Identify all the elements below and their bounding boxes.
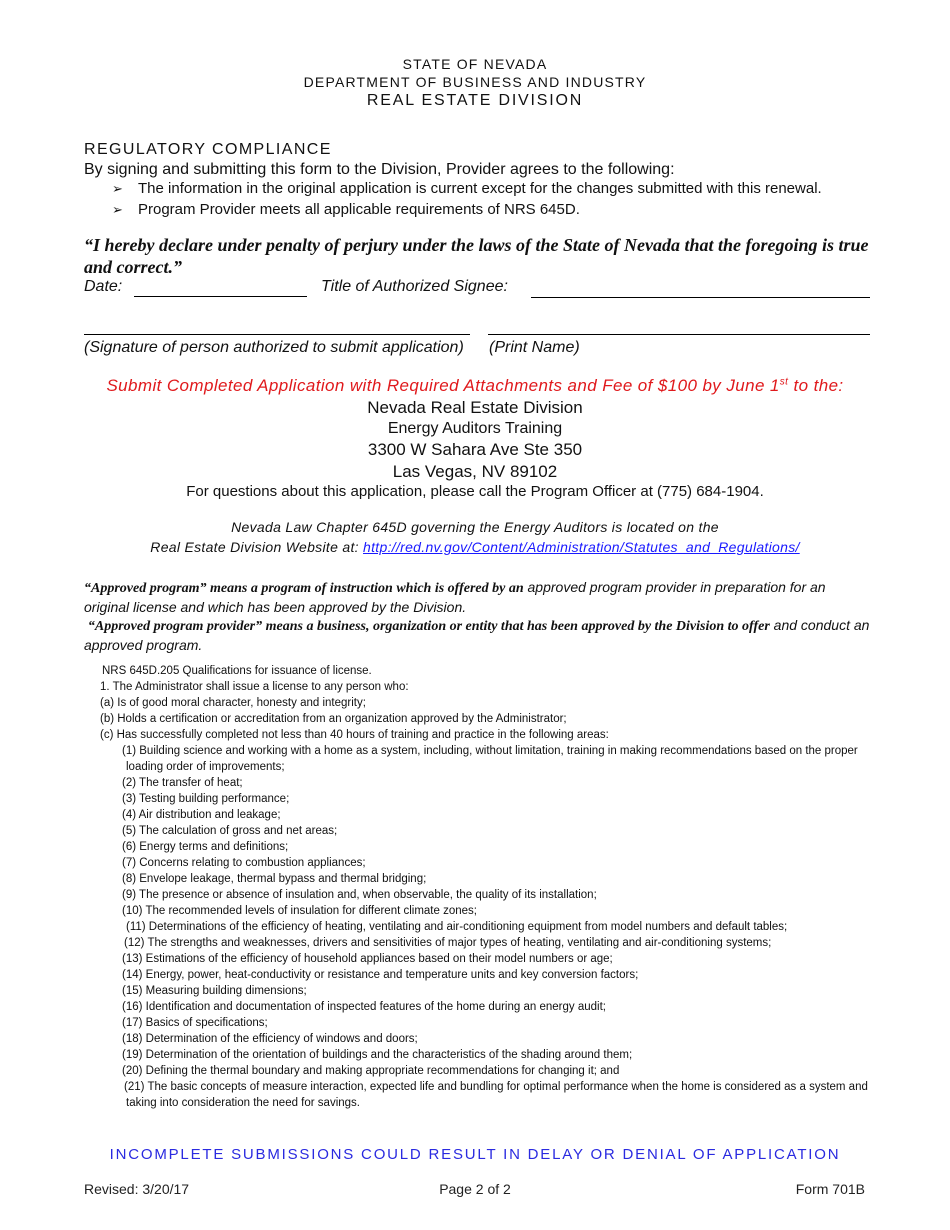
arrow-bullet-icon: ➢ <box>112 202 123 217</box>
arrow-bullet-icon: ➢ <box>112 181 123 196</box>
date-label: Date: <box>84 278 123 295</box>
nrs-area: (5) The calculation of gross and net areas; <box>122 825 338 837</box>
questions-note: For questions about this application, please call the Program Officer at (775) 684-1904. <box>186 483 764 500</box>
nrs-area: (15) Measuring building dimensions; <box>122 985 307 997</box>
nrs-area: (19) Determination of the orientation of buildings and the characteristics of the shading around them; <box>122 1049 633 1061</box>
nrs-area: (13) Estimations of the efficiency of household appliances based on their model numbers or age; <box>122 953 613 965</box>
submission-instruction-text: Submit Completed Application with Required Attachments and Fee of $100 by June 1 <box>106 376 780 395</box>
perjury-declaration: “I hereby declare under penalty of perjury under the laws of the State of Nevada that the foregoing is true and correct.” <box>84 235 869 277</box>
footer-revised: Revised: 3/20/17 <box>84 1181 190 1197</box>
nrs-area: (10) The recommended levels of insulation for different climate zones; <box>122 905 477 917</box>
address-line-4: Las Vegas, NV 89102 <box>392 462 558 481</box>
nrs-area: (8) Envelope leakage, thermal bypass and thermal bridging; <box>122 873 427 885</box>
definition-approved-program <box>84 578 874 616</box>
nrs-area: (21) The basic concepts of measure interaction, expected life and bundling for optimal performance when the home is considered as a system and taking into consideration the need for savings. <box>124 1081 868 1109</box>
bullet-text: Program Provider meets all applicable requirements of NRS 645D. <box>138 201 580 218</box>
incomplete-warning: INCOMPLETE SUBMISSIONS COULD RESULT IN DELAY OR DENIAL OF APPLICATION <box>109 1146 841 1163</box>
nrs-area: (6) Energy terms and definitions; <box>122 841 289 853</box>
compliance-bullet <box>112 180 822 197</box>
address-line-3: 3300 W Sahara Ave Ste 350 <box>367 440 583 459</box>
nrs-area: (17) Basics of specifications; <box>122 1017 268 1029</box>
date-field[interactable] <box>134 296 307 297</box>
nrs-area: (18) Determination of the efficiency of windows and doors; <box>122 1033 418 1045</box>
nrs-area: (20) Defining the thermal boundary and making appropriate recommendations for changing it; and <box>122 1065 620 1077</box>
submission-instruction-end: to the: <box>788 376 844 395</box>
footer-page-number: Page 2 of 2 <box>439 1181 511 1197</box>
nrs-heading: NRS 645D.205 Qualifications for issuance of license. <box>102 665 372 677</box>
signature-label: (Signature of person authorized to submit application) <box>84 339 464 356</box>
definition-term: “Approved program provider” means a business, organization or entity that has been approved by the Division to offer <box>87 619 770 634</box>
compliance-bullet <box>112 201 580 218</box>
print-name-field[interactable] <box>488 334 870 335</box>
header-division: REAL ESTATE DIVISION <box>366 92 584 109</box>
signature-field[interactable] <box>84 334 470 335</box>
header-state: STATE OF NEVADA <box>402 56 548 72</box>
nrs-statute <box>84 663 884 1111</box>
title-field[interactable] <box>531 297 870 298</box>
nrs-area: (9) The presence or absence of insulation and, when observable, the quality of its installation; <box>122 889 597 901</box>
submission-instruction <box>0 376 950 396</box>
nrs-item-a: (a) Is of good moral character, honesty and integrity; <box>100 697 366 709</box>
law-reference-prefix: Real Estate Division Website at: <box>150 539 364 555</box>
nrs-item-c: (c) Has successfully completed not less than 40 hours of training and practice in the following areas: <box>100 729 609 741</box>
nrs-area: (7) Concerns relating to combustion appliances; <box>122 857 366 869</box>
bullet-text: The information in the original application is current except for the changes submitted with this renewal. <box>138 180 822 197</box>
definition-text: approved program provider in preparation for an original license and which has been approved by the Division. <box>84 579 826 615</box>
footer-form-number: Form 701B <box>795 1181 865 1197</box>
nrs-area: (4) Air distribution and leakage; <box>122 809 281 821</box>
header-department: DEPARTMENT OF BUSINESS AND INDUSTRY <box>303 74 647 90</box>
law-reference-line-2 <box>0 539 950 555</box>
statutes-link[interactable]: http://red.nv.gov/Content/Administration/Statutes_and_Regulations/ <box>363 539 800 555</box>
nrs-area: (14) Energy, power, heat-conductivity or resistance and temperature units and key conversion factors; <box>122 969 639 981</box>
nrs-area: (3) Testing building performance; <box>122 793 290 805</box>
print-name-label: (Print Name) <box>489 339 580 356</box>
definition-text: and conduct an approved program. <box>84 617 870 653</box>
address-line-2: Energy Auditors Training <box>387 420 563 437</box>
nrs-area: (16) Identification and documentation of inspected features of the home during an energy audit; <box>122 1001 606 1013</box>
law-reference-line-1: Nevada Law Chapter 645D governing the Energy Auditors is located on the <box>231 519 719 535</box>
nrs-area: (1) Building science and working with a home as a system, including, without limitation, training in making recommendations based on the proper loading order of improvements; <box>122 745 858 773</box>
nrs-area: (2) The transfer of heat; <box>122 777 243 789</box>
submission-instruction-sup: st <box>779 376 789 388</box>
nrs-item-b: (b) Holds a certification or accreditation from an organization approved by the Administrator; <box>100 713 567 725</box>
definition-approved-provider <box>84 616 874 654</box>
nrs-area: (12) The strengths and weaknesses, drivers and sensitivities of major types of heating, ventilating and air-conditioning systems; <box>124 937 772 949</box>
nrs-area: (11) Determinations of the efficiency of heating, ventilating and air-conditioning equipment from model numbers and default tables; <box>126 921 788 933</box>
title-label: Title of Authorized Signee: <box>321 278 508 295</box>
nrs-intro: 1. The Administrator shall issue a license to any person who: <box>100 681 409 693</box>
definitions <box>84 578 874 654</box>
compliance-title: REGULATORY COMPLIANCE <box>84 141 332 158</box>
compliance-intro: By signing and submitting this form to the Division, Provider agrees to the following: <box>84 161 675 178</box>
definition-term: “Approved program” means a program of instruction which is offered by an <box>84 581 524 596</box>
address-line-1: Nevada Real Estate Division <box>367 398 583 417</box>
